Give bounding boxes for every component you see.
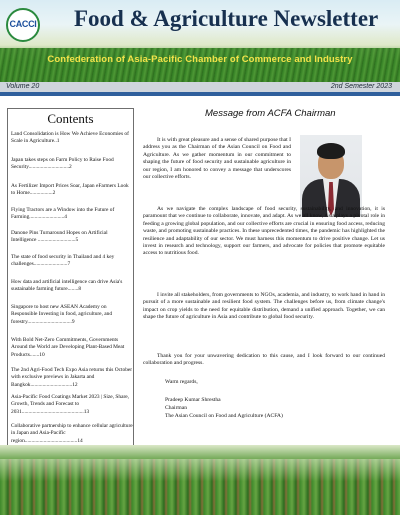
newsletter-header [0,0,400,82]
semester-label: 2nd Semester 2023 [330,83,392,90]
toc-item[interactable] [11,183,133,198]
toc-link[interactable]: Asia-Pacific Food Coatings Market 2023 | Size, Share, Growth, Trends and Forecast to 2031..............................................13 [11,394,130,415]
toc-link[interactable]: Japan takes steps on Farm Policy to Raise Food Security..............................2 [11,157,114,171]
header-rule [0,92,400,96]
logo-text: CACCI [9,19,37,29]
newsletter-title: Food & Agriculture Newsletter [74,6,379,31]
toc-link[interactable]: Land Consolidation is How We Achieve Economies of Scale in Agriculture..1 [11,131,129,145]
toc-link[interactable]: Flying Tractors are a Window into the Future of Farming..........................4 [11,207,115,221]
toc-item[interactable] [11,131,133,146]
message-title-text: Message from ACFA Chairman [205,108,336,119]
toc-item[interactable] [11,279,133,294]
chairman-photo [300,135,362,217]
toc-item[interactable] [11,207,133,222]
toc-item[interactable] [11,254,133,269]
toc-link[interactable]: Danone Pins Turnaround Hopes on Artificial Intelligence ............................5 [11,230,108,244]
table-of-contents [7,108,134,458]
toc-link[interactable]: The 2nd Agri-Food Tech Expo Asia returns this October with exclusive previews in Jakarta and Bangkok...............................12 [11,367,133,388]
message-paragraph-4: Thank you for your unwavering dedication to this cause, and I look forward to our continued collaboration and progress. [143,353,385,367]
toc-link[interactable]: With Bold Net-Zero Commitments, Governments Around the World are Developing Plant-Based Meat Products.......10 [11,337,125,358]
volume-bar [0,82,400,92]
toc-item[interactable] [11,394,133,416]
toc-item[interactable] [11,304,133,326]
signatory-role: Chairman [165,405,188,411]
toc-item[interactable] [11,157,133,172]
signatory-name: Pradeep Kumar Shrestha [165,397,221,403]
newsletter-subtitle: Confederation of Asia-Pacific Chamber of Commerce and Industry [47,54,353,65]
message-paragraph-1: It is with great pleasure and a sense of shared purpose that I address you as the Chairman of the Asian Council on Food and Agriculture. As we gather momentum in our commitment to shaping the future of food security and sustainable agriculture in our region, I am honored to convey a message that underscores our collective efforts. [143,137,291,181]
closing: Warm regards, [165,379,198,385]
toc-item[interactable] [11,230,133,245]
toc-item[interactable] [11,423,133,445]
toc-link[interactable]: The state of food security in Thailand and 4 key challenges.........................7 [11,254,115,268]
toc-item[interactable] [11,367,133,389]
farm-field-image [0,445,400,515]
contents-heading: Contents [47,111,94,126]
toc-link[interactable]: How data and artificial intelligence can drive Asia's sustainable farming future........8 [11,279,123,293]
toc-item[interactable] [11,337,133,359]
volume-label: Volume 20 [6,83,40,90]
toc-link[interactable]: Collaborative partnership to enhance cellular agriculture in Japan and Asia-Pacific region.......................................14 [11,423,133,444]
cacci-logo [6,8,40,42]
toc-link[interactable]: As Fertilizer Import Prices Soar, Japan eFarmers Look to Home.................2 [11,183,129,197]
toc-link[interactable]: Singapore to host new ASEAN Academy on Responsible Investing in food, agriculture, and forestry.................................9 [11,304,113,325]
signatory-org: The Asian Council on Food and Agriculture (ACFA) [165,413,283,419]
message-paragraph-3: I invite all stakeholders, from governments to NGOs, academia, and industry, to work hand in hand in pursuit of a more sustainable and resilient food system. The challenges before us, from climate change's impact on crop yields to the need for equitable distribution, demand a unified approach. Together, we can shape the future of agriculture in Asia and contribute to global food security. [143,292,385,321]
message-paragraph-2: As we navigate the complex landscape of food security, sustainability, and innovation, it is paramount that we continue to collaborate, innovate, and adapt. As we all know, Asia plays a pivotal role in feeding a growing global population, and our collective efforts are crucial in ensuring food access, reducing waste, and promoting sustainable practices. In these unprecedented times, the pandemic has highlighted the resilience and adaptability of our sector. We must harness this momentum to drive positive change. Let us invest in research and technology, support our farmers, and advocate for policies that promote equitable access to nutritious food. [143,206,385,257]
